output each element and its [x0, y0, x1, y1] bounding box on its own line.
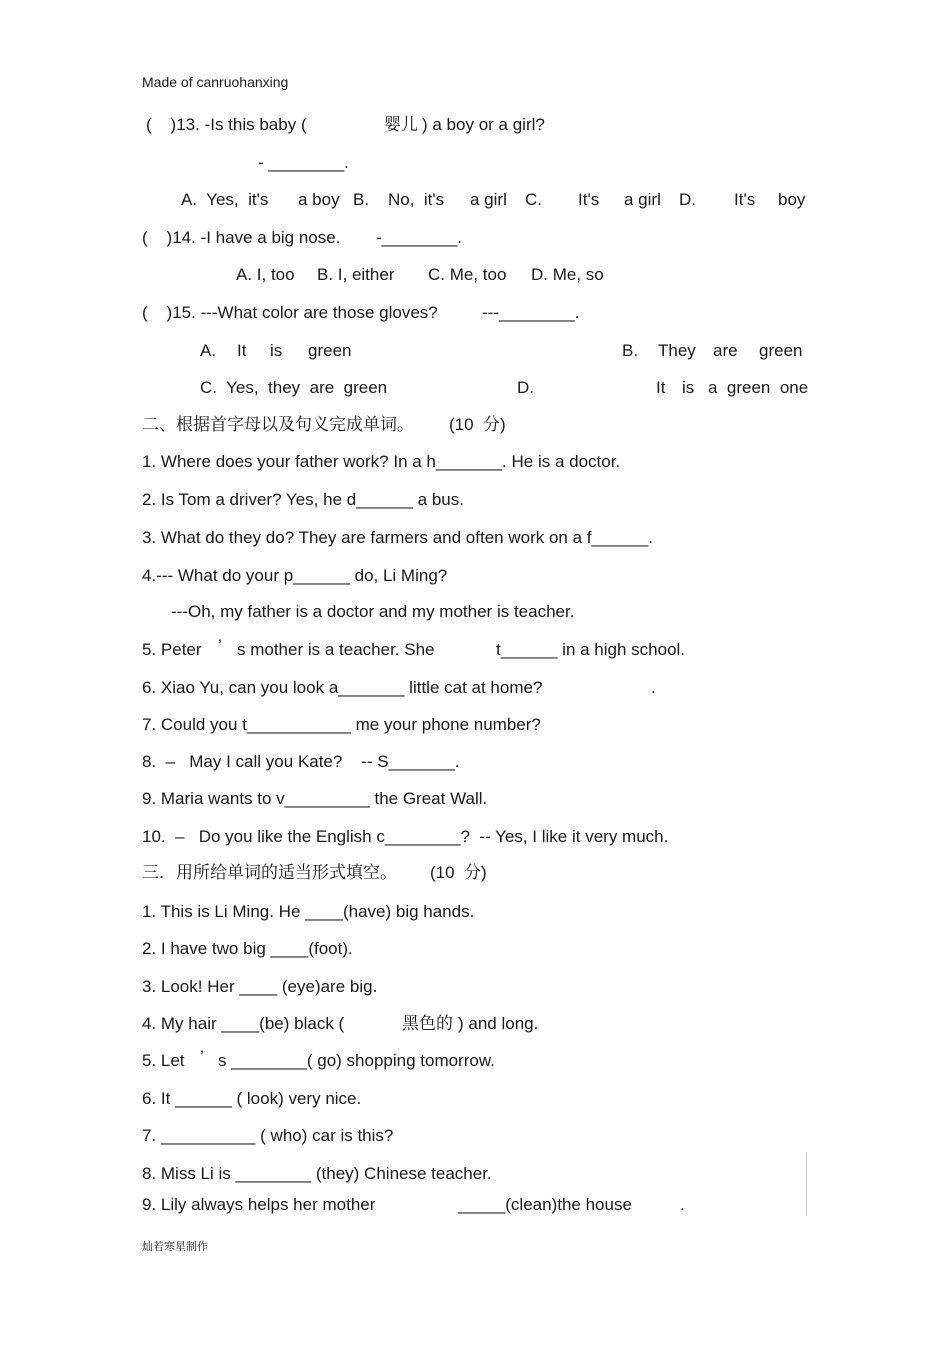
- q15-option-c: C. Yes, they are green: [200, 378, 388, 397]
- section3-item-7: 7. __________ ( who) car is this?: [142, 1126, 394, 1145]
- q15-option-d-w3: a green one: [708, 378, 809, 397]
- section2-item-5-apostrophe: ’: [218, 636, 222, 655]
- q15-option-d-w2: is: [682, 378, 695, 397]
- section2-item-10: 10. – Do you like the English c________? -- Yes, I like it very much.: [142, 827, 669, 846]
- q13-question: ( )13. -Is this baby (: [146, 115, 307, 134]
- source-header: Made of canruohanxing: [142, 74, 289, 90]
- section2-item-6: 6. Xiao Yu, can you look a_______ little cat at home?: [142, 678, 543, 697]
- section3-item-4-start: 4. My hair ____(be) black (: [142, 1014, 345, 1033]
- q13-answer-blank: - ________.: [258, 153, 349, 172]
- q15-option-d-label: D.: [517, 378, 534, 397]
- q13-option-c-text: a girl: [624, 190, 661, 209]
- q13-option-b: No, it's: [388, 190, 445, 209]
- q15-question: ( )15. ---What color are those gloves?: [142, 303, 438, 322]
- section3-item-5-end: s ________( go) shopping tomorrow.: [218, 1051, 495, 1070]
- q15-option-b-w1: They: [658, 341, 696, 360]
- q15-option-a-w2: is: [270, 341, 283, 360]
- section3-points: (10 分): [430, 863, 487, 882]
- section2-item-4-answer: ---Oh, my father is a doctor and my mother is teacher.: [171, 602, 575, 621]
- section2-item-5-end: t______ in a high school.: [496, 640, 686, 659]
- q13-option-c: It's: [578, 190, 600, 209]
- q13-option-d-text: boy: [778, 190, 806, 209]
- q14-option-d: D. Me, so: [531, 265, 604, 284]
- q15-answer-blank: ---________.: [482, 303, 580, 322]
- section2-heading: 二、根据首字母以及句义完成单词。: [142, 415, 414, 434]
- section2-item-9: 9. Maria wants to v_________ the Great Wall.: [142, 789, 488, 808]
- section3-heading: 三．用所给单词的适当形式填空。: [142, 863, 397, 882]
- q14-answer-blank: -________.: [376, 228, 463, 247]
- section2-item-3: 3. What do they do? They are farmers and often work on a f______.: [142, 528, 653, 547]
- q13-gloss: 婴儿: [384, 115, 418, 134]
- q14-option-a: A. I, too: [236, 265, 295, 284]
- section2-item-8: 8. – May I call you Kate? -- S_______.: [142, 752, 460, 771]
- section3-item-5-start: 5. Let: [142, 1051, 185, 1070]
- q15-option-b-w2: are: [713, 341, 738, 360]
- section3-item-1: 1. This is Li Ming. He ____(have) big hands.: [142, 902, 475, 921]
- q13-option-c-label: C.: [525, 190, 542, 209]
- section2-item-7: 7. Could you t___________ me your phone number?: [142, 715, 541, 734]
- q13-question-end: ) a boy or a girl?: [422, 115, 545, 134]
- section3-item-2: 2. I have two big ____(foot).: [142, 939, 353, 958]
- q15-option-a-w1: It: [237, 341, 247, 360]
- section3-item-9-dot: .: [680, 1195, 685, 1214]
- section2-item-4: 4.--- What do your p______ do, Li Ming?: [142, 566, 448, 585]
- section3-item-4-gloss: 黑色的: [402, 1014, 453, 1033]
- q13-option-a: A. Yes, it's: [181, 190, 269, 209]
- section3-item-5-apostrophe: ’: [200, 1047, 204, 1066]
- section3-item-8: 8. Miss Li is ________ (they) Chinese teacher.: [142, 1164, 492, 1183]
- section2-item-6-dot: .: [651, 678, 656, 697]
- q13-option-b-label: B.: [353, 190, 370, 209]
- q15-option-a-label: A.: [200, 341, 217, 360]
- section2-points: (10 分): [449, 415, 506, 434]
- q13-option-d-label: D.: [679, 190, 696, 209]
- q15-option-b-label: B.: [622, 341, 639, 360]
- section2-item-2: 2. Is Tom a driver? Yes, he d______ a bus.: [142, 490, 464, 509]
- q15-option-d-w1: It: [656, 378, 666, 397]
- q13-option-b-text: a girl: [470, 190, 507, 209]
- section3-item-9-blank: _____(clean)the house: [458, 1195, 632, 1214]
- q14-option-b: B. I, either: [317, 265, 395, 284]
- q14-option-c: C. Me, too: [428, 265, 507, 284]
- section3-item-3: 3. Look! Her ____ (eye)are big.: [142, 977, 378, 996]
- q14-question: ( )14. -I have a big nose.: [142, 228, 341, 247]
- section2-item-5-mid: s mother is a teacher. She: [237, 640, 435, 659]
- section2-item-5-start: 5. Peter: [142, 640, 202, 659]
- section3-item-9-start: 9. Lily always helps her mother: [142, 1195, 376, 1214]
- margin-divider: [806, 1152, 807, 1216]
- q15-option-a-w3: green: [308, 341, 352, 360]
- section3-item-4-end: ) and long.: [458, 1014, 539, 1033]
- q13-option-a-text: a boy: [298, 190, 340, 209]
- q15-option-b-w3: green: [759, 341, 803, 360]
- section2-item-1: 1. Where does your father work? In a h_______. He is a doctor.: [142, 452, 621, 471]
- footer-credit: 灿若寒星制作: [142, 1241, 208, 1253]
- section3-item-6: 6. It ______ ( look) very nice.: [142, 1089, 362, 1108]
- q13-option-d: It's: [734, 190, 756, 209]
